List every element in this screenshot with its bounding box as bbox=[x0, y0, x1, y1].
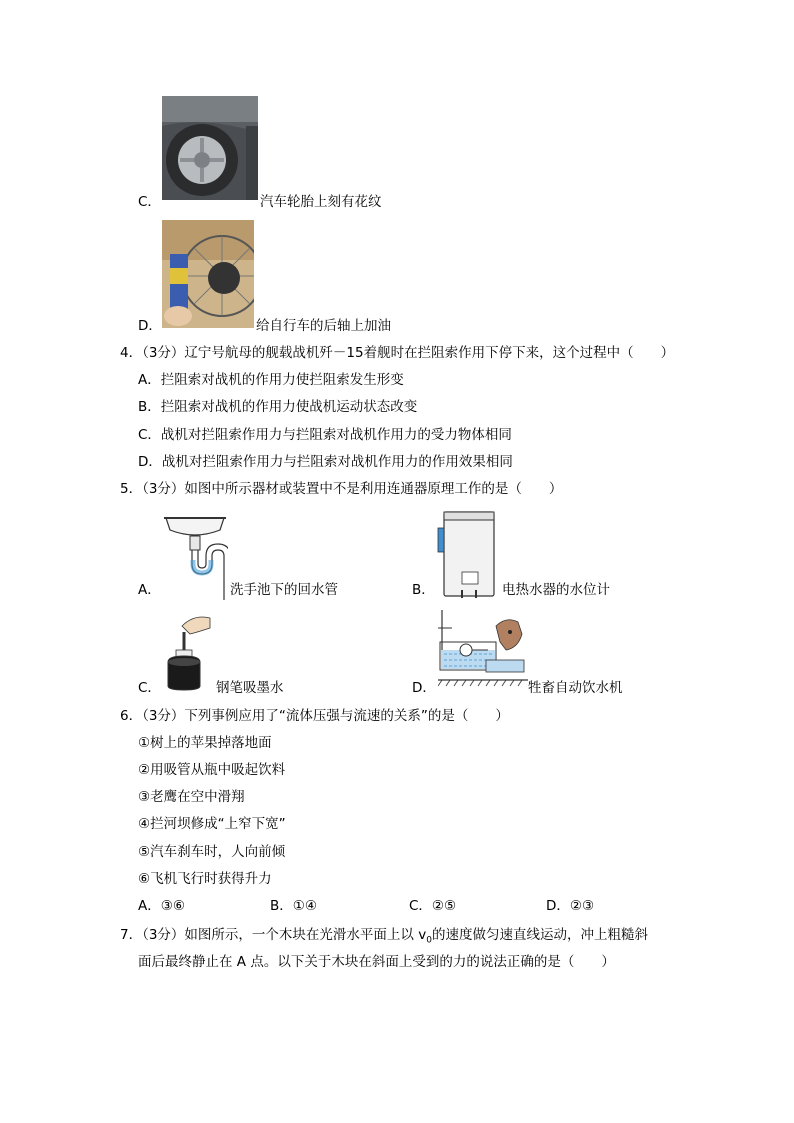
q6-item-1: ①树上的苹果掉落地面 bbox=[138, 735, 272, 751]
q7-stem-post: 的速度做匀速直线运动，冲上粗糙斜 bbox=[431, 927, 648, 943]
q3-option-d-label: D． bbox=[138, 318, 162, 334]
q6-item-3: ③老鹰在空中滑翔 bbox=[138, 789, 245, 805]
q7-stem-pre: 7．（3分）如图所示，一个木块在光滑水平面上以 v bbox=[120, 927, 427, 943]
sink-drain-figure bbox=[162, 512, 228, 600]
q7-stem bbox=[120, 926, 648, 950]
q5-option-d-label: D． bbox=[412, 680, 436, 696]
q7-stem-line2: 面后最终静止在 A 点。以下关于木块在斜面上受到的力的说法正确的是（ ） bbox=[138, 954, 615, 970]
pen-ink-figure bbox=[164, 612, 212, 692]
q4-option-b: B．拦阻索对战机的作用力使战机运动状态改变 bbox=[138, 399, 418, 415]
q4-option-d: D．战机对拦阻索作用力与拦阻索对战机作用力的作用效果相同 bbox=[138, 454, 513, 470]
q3-option-c-label: C． bbox=[138, 194, 161, 210]
q4-option-a: A．拦阻索对战机的作用力使拦阻索发生形变 bbox=[138, 372, 404, 388]
q5-option-a-label: A． bbox=[138, 582, 161, 598]
q5-option-b-text: 电热水器的水位计 bbox=[502, 582, 610, 598]
q6-item-4: ④拦河坝修成“上窄下宽” bbox=[138, 816, 286, 832]
bicycle-oil-photo bbox=[162, 220, 254, 328]
q6-choice-d: D．②③ bbox=[546, 898, 595, 914]
q6-item-6: ⑥飞机飞行时获得升力 bbox=[138, 871, 272, 887]
q4-option-c: C．战机对拦阻索作用力与拦阻索对战机作用力的受力物体相同 bbox=[138, 427, 512, 443]
q5-option-d-text: 牲畜自动饮水机 bbox=[528, 680, 623, 696]
water-heater-figure bbox=[436, 510, 498, 600]
q7-stem-subscript: 0 bbox=[426, 935, 432, 946]
q6-choice-b: B．①④ bbox=[270, 898, 317, 914]
q6-stem: 6．（3分）下列事例应用了“流体压强与流速的关系”的是（ ） bbox=[120, 708, 509, 724]
q6-item-5: ⑤汽车刹车时，人向前倾 bbox=[138, 844, 286, 860]
q5-option-c-text: 钢笔吸墨水 bbox=[216, 680, 284, 696]
tire-photo bbox=[162, 96, 258, 200]
q3-option-d-text: 给自行车的后轴上加油 bbox=[256, 318, 391, 334]
q5-option-a-text: 洗手池下的回水管 bbox=[230, 582, 338, 598]
q6-choice-a: A．③⑥ bbox=[138, 898, 185, 914]
q5-option-c-label: C． bbox=[138, 680, 161, 696]
q3-option-c-text: 汽车轮胎上刻有花纹 bbox=[260, 194, 382, 210]
q6-item-2: ②用吸管从瓶中吸起饮料 bbox=[138, 762, 286, 778]
q5-option-b-label: B． bbox=[412, 582, 435, 598]
q4-stem: 4．（3分）辽宁号航母的舰载战机歼－15着舰时在拦阻索作用下停下来，这个过程中（ ） bbox=[120, 345, 675, 361]
livestock-waterer-figure bbox=[438, 608, 528, 690]
q6-choice-c: C．②⑤ bbox=[409, 898, 457, 914]
q5-stem: 5．（3分）如图中所示器材或装置中不是利用连通器原理工作的是（ ） bbox=[120, 481, 563, 497]
